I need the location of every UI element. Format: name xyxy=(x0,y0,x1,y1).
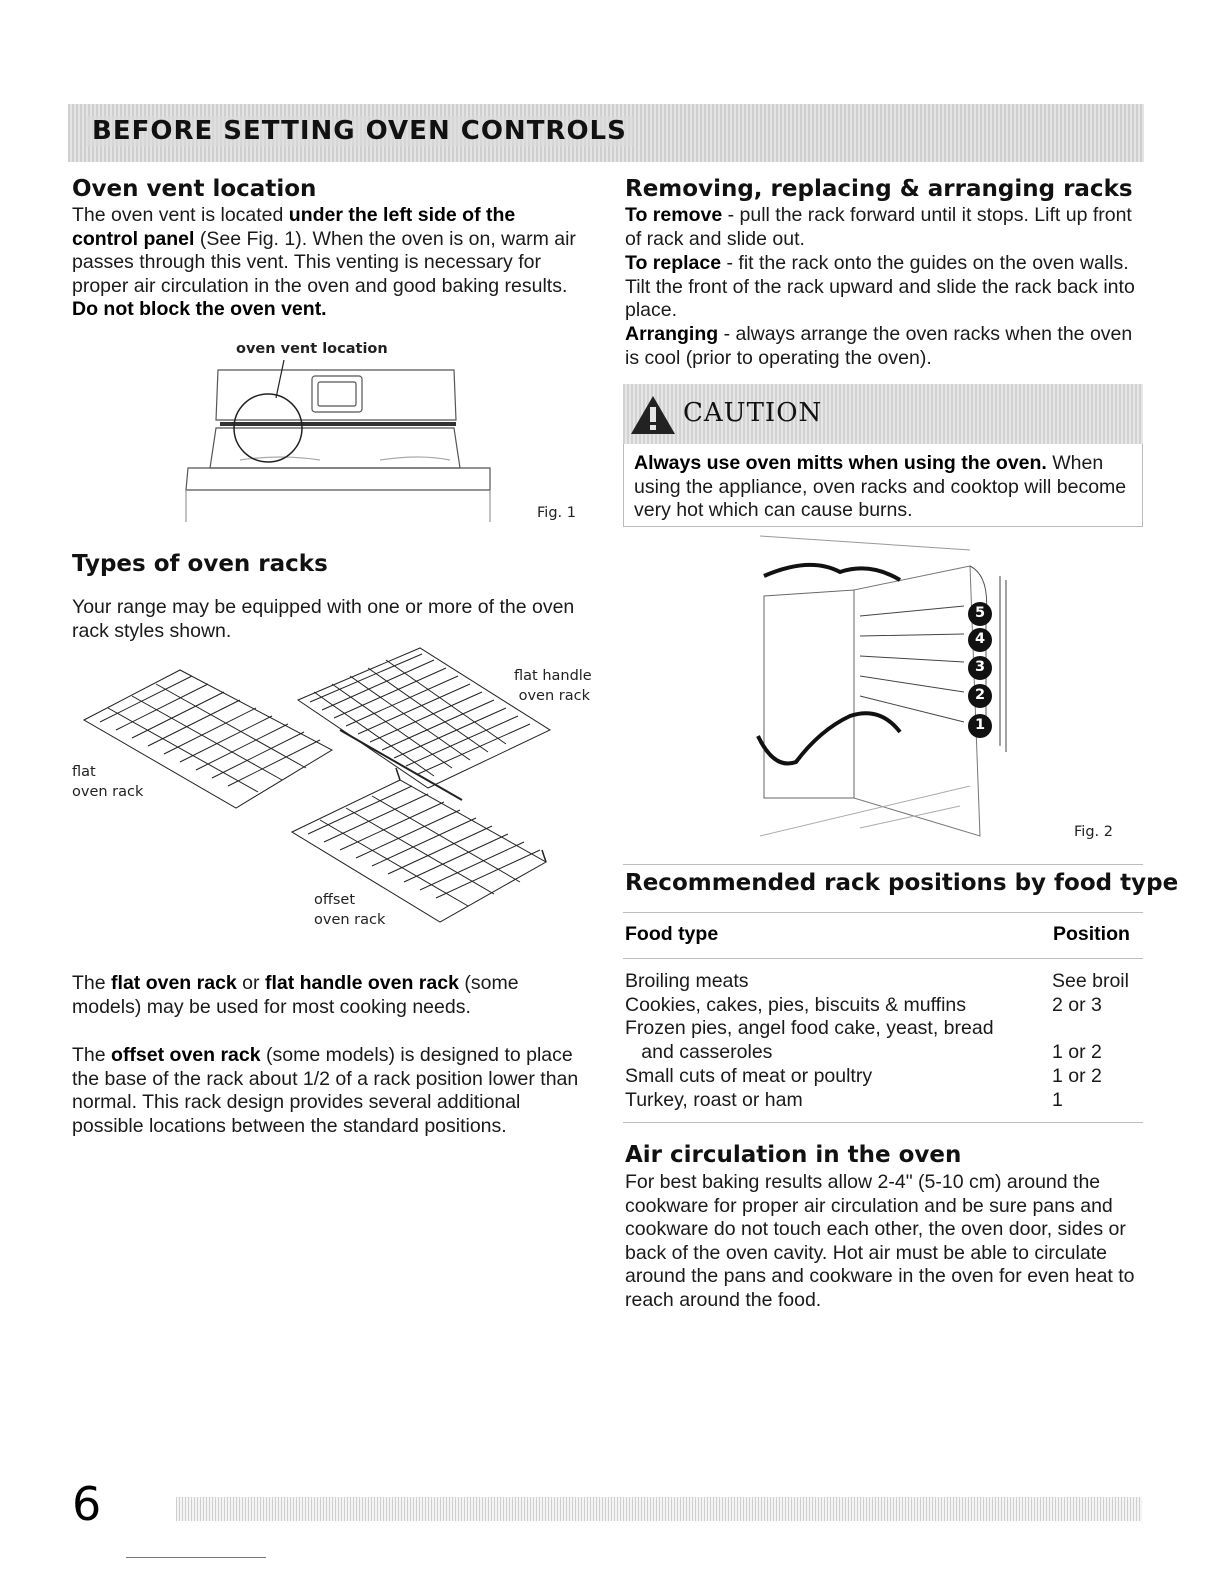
food-type-cell: and casseroles xyxy=(625,1041,773,1063)
column-header-food: Food type xyxy=(625,923,719,945)
racks-remove: To remove - pull the rack forward until it stops. Lift up front of rack and slide out. xyxy=(625,204,1132,250)
warning-icon xyxy=(629,394,677,436)
types-intro: Your range may be equipped with one or more of the oven rack styles shown. xyxy=(72,596,575,642)
position-cell: 1 xyxy=(1052,1089,1063,1111)
label-flat: flat oven rack xyxy=(72,764,144,800)
air-heading: Air circulation in the oven xyxy=(625,1142,962,1168)
label-offset: offset oven rack xyxy=(314,892,386,928)
vent-paragraph: The oven vent is located under the left side of the control panel (See Fig. 1). When the oven is on, warm air passes through this vent. This venting is necessary for proper air circulation in the oven and good baking results. Do not block the oven vent. xyxy=(72,204,576,321)
food-type-cell: Small cuts of meat or poultry xyxy=(625,1065,873,1087)
oven-cavity-figure xyxy=(750,536,1050,848)
fig1-caption: Fig. 1 xyxy=(537,505,576,521)
rack-position-4: 4 xyxy=(974,631,986,647)
fig2-caption: Fig. 2 xyxy=(1074,824,1113,840)
caution-text: Always use oven mitts when using the oven. When using the appliance, oven racks and cooktop will become very hot which can cause burns. xyxy=(634,452,1127,522)
types-paragraph-1: The flat oven rack or flat handle oven rack (some models) may be used for most cooking needs. xyxy=(72,972,519,1018)
divider xyxy=(623,864,1143,865)
oven-vent-figure xyxy=(180,360,500,530)
food-type-cell: Cookies, cakes, pies, biscuits & muffins xyxy=(625,994,967,1016)
types-paragraph-2: The offset oven rack (some models) is designed to place the base of the rack about 1/2 of a rack position lower than normal. This rack design provides several additional possible locations between the standard positions. xyxy=(72,1044,579,1137)
racks-arrange: Arranging - always arrange the oven racks when the oven is cool (prior to operating the oven). xyxy=(625,323,1133,369)
rack-position-5: 5 xyxy=(974,605,986,621)
types-heading: Types of oven racks xyxy=(72,551,328,577)
page-number: 6 xyxy=(72,1477,102,1531)
position-cell: See broil xyxy=(1052,970,1129,992)
rack-position-3: 3 xyxy=(974,659,986,675)
vent-heading: Oven vent location xyxy=(72,176,317,202)
divider xyxy=(623,958,1143,959)
divider xyxy=(623,912,1143,913)
rack-position-2: 2 xyxy=(974,687,986,703)
vent-figure-label: oven vent location xyxy=(236,341,388,357)
divider xyxy=(623,1122,1143,1123)
food-type-cell: Frozen pies, angel food cake, yeast, bread xyxy=(625,1017,994,1039)
food-type-cell: Turkey, roast or ham xyxy=(625,1089,803,1111)
position-cell: 2 or 3 xyxy=(1052,994,1102,1016)
rack-position-1: 1 xyxy=(974,717,986,733)
recommend-heading: Recommended rack positions by food type xyxy=(625,870,1179,896)
column-header-position: Position xyxy=(1053,923,1130,945)
caution-bar xyxy=(623,384,1143,444)
racks-heading: Removing, replacing & arranging racks xyxy=(625,176,1133,202)
footer-line xyxy=(126,1557,266,1558)
position-cell: 1 or 2 xyxy=(1052,1065,1102,1087)
section-banner xyxy=(68,104,1144,162)
air-paragraph: For best baking results allow 2-4" (5-10 cm) around the cookware for proper air circulation and be sure pans and cookware do not touch each other, the oven door, sides or back of the oven cavity. Hot air must be able to circulate around the pans and cookware in the oven for even heat to reach around the food. xyxy=(625,1171,1135,1311)
footer-stripe xyxy=(176,1497,1142,1521)
racks-replace: To replace - fit the rack onto the guides on the oven walls. Tilt the front of the rack upward and slide the rack back into place. xyxy=(625,252,1135,322)
label-flat-handle: flat handle oven rack xyxy=(514,668,592,704)
food-type-cell: Broiling meats xyxy=(625,970,749,992)
section-title: BEFORE SETTING OVEN CONTROLS xyxy=(86,116,633,146)
caution-title: CAUTION xyxy=(683,398,823,428)
position-cell: 1 or 2 xyxy=(1052,1041,1102,1063)
